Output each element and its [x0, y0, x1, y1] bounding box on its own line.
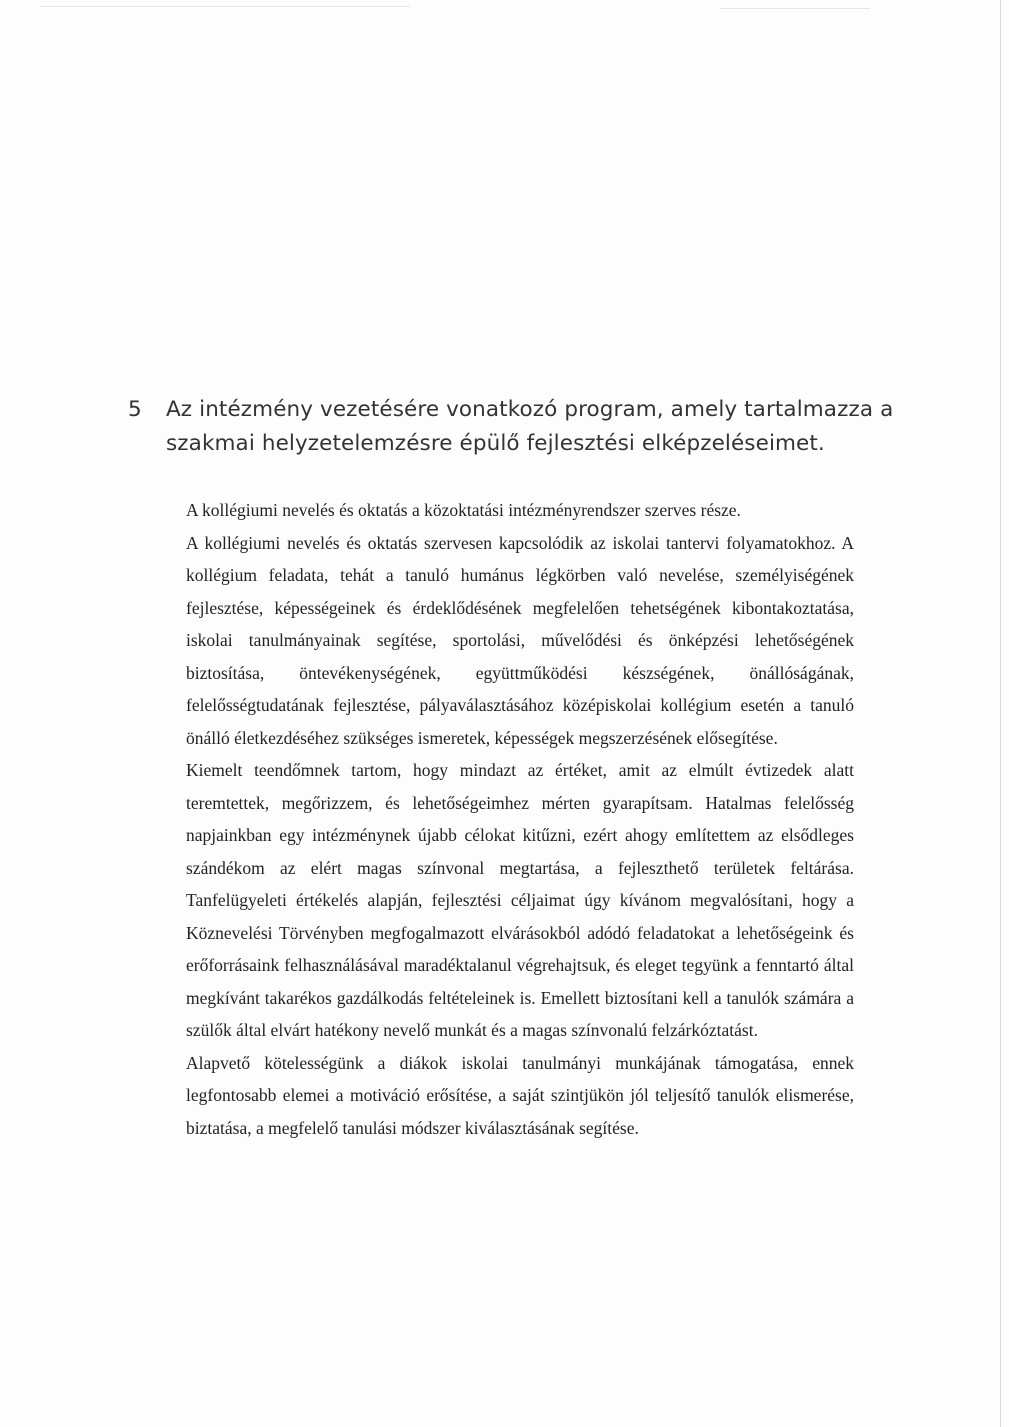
paragraph: A kollégiumi nevelés és oktatás a közoktatási intézményrendszer szerves része.	[186, 500, 741, 520]
paragraph: A kollégiumi nevelés és oktatás szervesen kapcsolódik az iskolai tantervi folyamatokhoz. A kollégium feladata, tehát a tanuló humánus légkörben való nevelése, személyiségének fejlesztése, képességeinek és érdeklődésének megfelelően tehetségének kibontakoztatása, iskolai tanulmányainak segítése, sportolási, művelődési és önképzési lehetőségének biztosítása, öntevékenységének, együttműködési készségének, önállóságának, felelősségtudatának fejlesztése, pályaválasztásához középiskolai kollégium esetén a tanuló önálló életkezdéséhez szükséges ismeretek, képességek megszerzésének elősegítése.	[186, 532, 854, 748]
section-title-line-2: szakmai helyzetelemzésre épülő fejlesztési elképzeléseimet.	[166, 431, 825, 456]
scan-artifact-top-right	[720, 8, 870, 9]
section-heading	[128, 393, 894, 461]
paragraph: Alapvető kötelességünk a diákok iskolai tanulmányi munkájának támogatása, ennek legfontosabb elemei a motiváció erősítése, a saját szintjükön jól teljesítő tanulók elismerése, biztatása, a megfelelő tanulási módszer kiválasztásának segítése.	[186, 1052, 854, 1138]
body-text	[186, 494, 854, 1144]
paragraph: Kiemelt teendőmnek tartom, hogy mindazt az értéket, amit az elmúlt évtizedek alatt teremtettek, megőrizzem, és lehetőségeimhez mérten gyarapítsam. Hatalmas felelősség napjainkban egy intézménynek újabb célokat kitűzni, ezért ahogy említettem az elsődleges szándékom az elért magas színvonal megtartása, a fejleszthető területek feltárása. Tanfelügyeleti értékelés alapján, fejlesztési céljaimat úgy kívánom megvalósítani, hogy a Köznevelési Törvényben megfogalmazott elvárásokból adódó feladatokat a lehetőségeink és erőforrásaink felhasználásával maradéktalanul végrehajtsuk, és eleget tegyünk a fenntartó által megkívánt takarékos gazdálkodás feltételeinek is. Emellett biztosítani kell a tanulók számára a szülők által elvárt hatékony nevelő munkát és a magas színvonalú felzárkóztatást.	[186, 760, 854, 1040]
scan-artifact-top-left	[40, 6, 410, 7]
section-number: 5	[128, 397, 142, 422]
page-edge	[1000, 0, 1001, 1427]
section-title-line-1: Az intézmény vezetésére vonatkozó program, amely tartalmazza a	[166, 397, 894, 422]
